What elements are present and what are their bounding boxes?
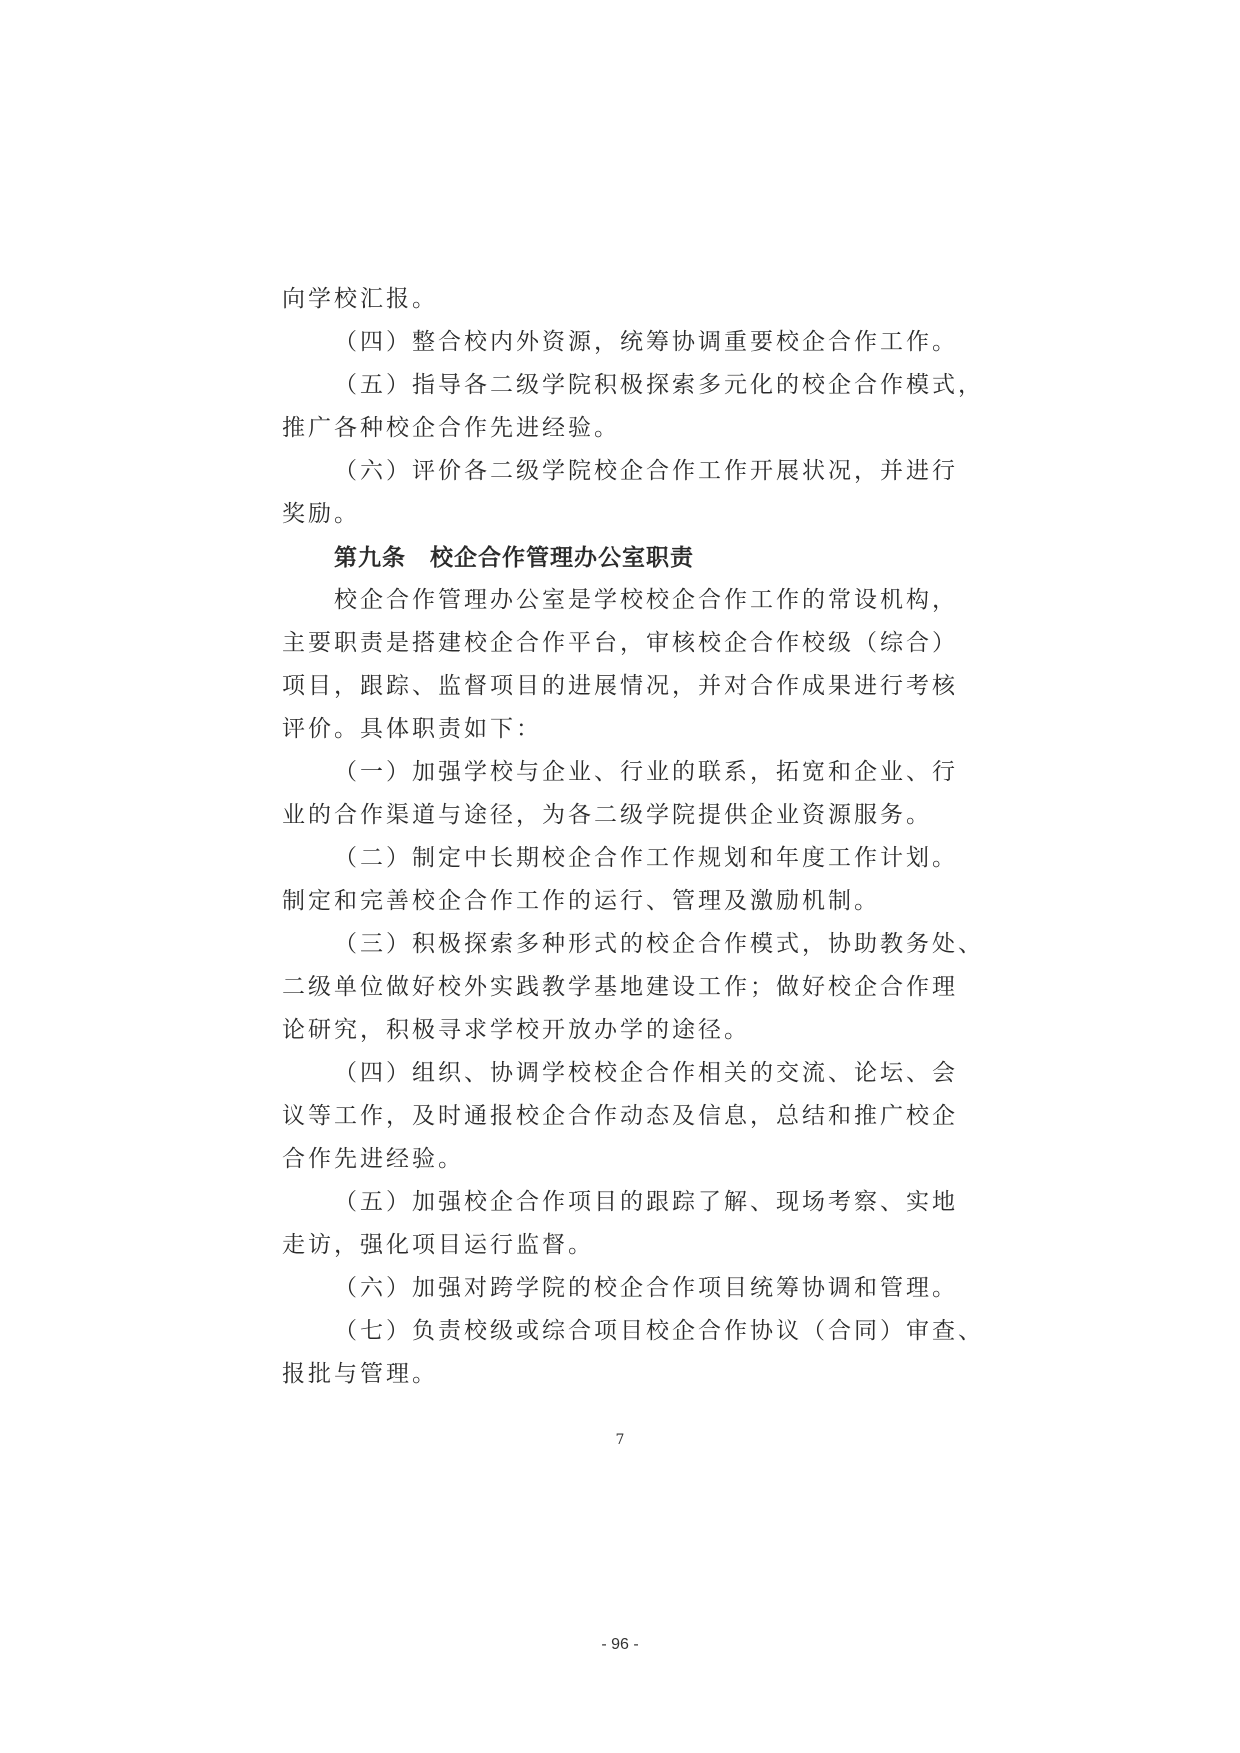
text-line: （六）加强对跨学院的校企合作项目统筹协调和管理。	[334, 1275, 958, 1301]
text-line: 评价。具体职责如下：	[282, 716, 542, 742]
text-line: 走访，强化项目运行监督。	[282, 1232, 594, 1258]
text-line: （三）积极探索多种形式的校企合作模式，协助教务处、	[334, 931, 984, 957]
text-line: （五）指导各二级学院积极探索多元化的校企合作模式，	[334, 372, 984, 398]
text-line: （五）加强校企合作项目的跟踪了解、现场考察、实地	[334, 1189, 958, 1215]
text-line: （六）评价各二级学院校企合作工作开展状况，并进行	[334, 458, 958, 484]
text-line: 推广各种校企合作先进经验。	[282, 415, 620, 441]
text-line: 主要职责是搭建校企合作平台，审核校企合作校级（综合）	[282, 630, 958, 656]
text-line: 校企合作管理办公室是学校校企合作工作的常设机构，	[334, 587, 958, 613]
text-line: 二级单位做好校外实践教学基地建设工作；做好校企合作理	[282, 974, 958, 1000]
text-line: 奖励。	[282, 501, 360, 527]
text-line: 论研究，积极寻求学校开放办学的途径。	[282, 1017, 750, 1043]
body-text	[282, 278, 984, 1396]
section-heading: 第九条 校企合作管理办公室职责	[334, 544, 694, 571]
text-line: （一）加强学校与企业、行业的联系，拓宽和企业、行	[334, 759, 958, 785]
text-line: 议等工作，及时通报校企合作动态及信息，总结和推广校企	[282, 1103, 958, 1129]
text-line: 项目，跟踪、监督项目的进展情况，并对合作成果进行考核	[282, 673, 958, 699]
text-line: 合作先进经验。	[282, 1146, 464, 1172]
footer-page-number: - 96 -	[601, 1636, 639, 1653]
text-line: 制定和完善校企合作工作的运行、管理及激励机制。	[282, 888, 880, 914]
text-line: 业的合作渠道与途径，为各二级学院提供企业资源服务。	[282, 802, 932, 828]
text-line: （四）整合校内外资源，统筹协调重要校企合作工作。	[334, 329, 958, 355]
text-line: 向学校汇报。	[282, 286, 438, 312]
text-line: （二）制定中长期校企合作工作规划和年度工作计划。	[334, 845, 958, 871]
text-line: 报批与管理。	[282, 1361, 438, 1387]
inner-page-number: 7	[615, 1432, 625, 1448]
text-line: （四）组织、协调学校校企合作相关的交流、论坛、会	[334, 1060, 958, 1086]
text-line: （七）负责校级或综合项目校企合作协议（合同）审查、	[334, 1318, 984, 1344]
